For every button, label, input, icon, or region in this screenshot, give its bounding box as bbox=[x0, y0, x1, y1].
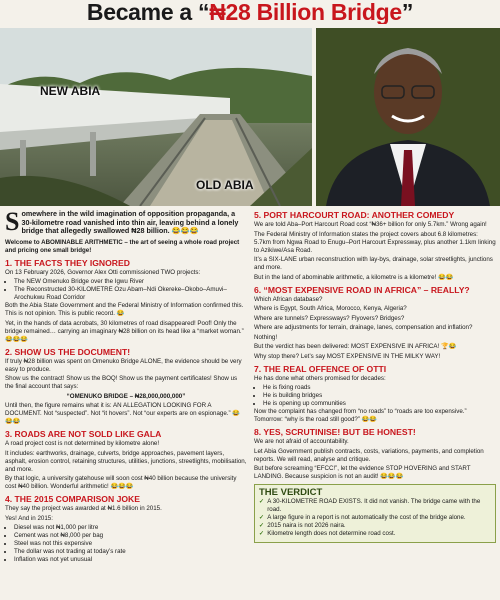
headline bbox=[0, 0, 500, 24]
verdict-item-text: Kilometre length does not determine road cost. bbox=[267, 530, 396, 537]
list-item: • Cement was not ₦8,000 per bag bbox=[14, 532, 247, 540]
s3-p1: A road project cost is not determined by kilometre alone! bbox=[5, 440, 160, 448]
s7-p1: He has done what others promised for decades: bbox=[254, 374, 386, 382]
section-1-title: 1. THE FACTS THEY IGNORED bbox=[5, 257, 130, 268]
s1-p1: On 13 February 2026, Governor Alex Otti commissioned TWO projects: bbox=[5, 268, 201, 276]
headline-suffix: ” bbox=[401, 0, 414, 24]
s4-list bbox=[5, 524, 247, 564]
left-column bbox=[5, 207, 247, 564]
s2-p2: Show us the contract! Show us the BOQ! Show us the payment certificates! Show us the final account that says: bbox=[5, 375, 238, 391]
section-8-title: 8. YES, SCRUTINISE! BUT BE HONEST! bbox=[254, 427, 416, 437]
portrait-illustration bbox=[316, 28, 500, 206]
verdict-item-text: A large figure in a report is not automatically the cost of the bridge alone. bbox=[267, 514, 466, 521]
list-item: • Inflation was not yet unusual bbox=[14, 556, 247, 564]
s6-line: Where are adjustments for terrain, drainage, lanes, compensation and inflation? bbox=[254, 324, 473, 331]
right-column bbox=[254, 210, 496, 543]
caption-old-abia: OLD ABIA bbox=[196, 178, 254, 192]
s1-p2: Both the Abia State Government and the Federal Ministry of Information confirmed this. This is not opinion. This is public record. 😂 bbox=[5, 302, 244, 318]
s6-line: Which African database? bbox=[254, 295, 323, 303]
s2-p1: If truly ₦28 billion was spent on Omenuko Bridge ALONE, the evidence should be very easy to produce. bbox=[5, 357, 242, 373]
s8-p2: Let Abia Government publish contracts, costs, variations, payments, and completion reports. We will read, analyse and critique. bbox=[254, 447, 484, 463]
section-2-title: 2. SHOW US THE DOCUMENT! bbox=[5, 346, 131, 357]
portrait-photo bbox=[316, 28, 500, 206]
s4-p1: They say the project was awarded at ₦1.6 billion in 2015. bbox=[5, 505, 162, 513]
list-item: • The dollar was not trading at today’s rate bbox=[14, 548, 247, 556]
s5-p4: But in the land of abominable arithmetic, a kilometre is a kilometre! 😂😂 bbox=[254, 273, 454, 281]
check-icon: ✓ bbox=[259, 522, 265, 529]
section-4-title: 4. THE 2015 COMPARISON JOKE bbox=[5, 494, 140, 505]
verdict-item bbox=[259, 514, 491, 522]
bridge-photo bbox=[0, 28, 312, 206]
section-7-title: 7. THE REAL OFFENCE OF OTTI bbox=[254, 363, 387, 374]
list-item: • Diesel was not ₦1,000 per litre bbox=[14, 524, 247, 532]
verdict-item-text: 2015 naira is not 2026 naira. bbox=[267, 522, 346, 529]
list-item: • The NEW Omenuko Bridge over the Igwu River bbox=[14, 278, 247, 286]
s3-p2: It includes: earthworks, drainage, culverts, bridge approaches, pavement layers, asphalt, erosion control, retaining structures, utilities, junctions, streetlights, mobilisation, and more. bbox=[5, 449, 247, 473]
verdict-item bbox=[259, 498, 491, 514]
intro bbox=[5, 207, 247, 236]
s5-p3: It’s a SIX-LANE urban reconstruction with lay-bys, drainage, solar streetlights, junctions and more. bbox=[254, 256, 493, 271]
s3-p3: By that logic, a university gatehouse will soon cost ₦40 billion because the university cost ₦40 billion. Wonderful arithmetic! 😂😂😂 bbox=[5, 475, 237, 491]
s8-p3: But before screaming “EFCC!”, let the evidence STOP HOVERING and START LANDING. Because suspicion is not an audit! 😂😂😂 bbox=[254, 465, 471, 480]
s2-p3: Until then, the figure remains what it is: AN ALLEGATION LOOKING FOR A DOCUMENT. Not “suspected”. Not “it hovers”. Not “our experts are on espionage.” 😂😂😂 bbox=[5, 402, 241, 426]
verdict-item bbox=[259, 530, 491, 538]
section-3-title: 3. ROADS ARE NOT SOLD LIKE GALA bbox=[5, 429, 162, 440]
list-item: • He is opening up communities bbox=[263, 400, 496, 408]
verdict-box bbox=[254, 484, 496, 543]
intro-welcome: Welcome to ABOMINABLE ARITHMETIC – the art of seeing a whole road project and pricing one small bridge! bbox=[5, 238, 240, 254]
check-icon: ✓ bbox=[259, 530, 265, 537]
caption-new-abia: NEW ABIA bbox=[40, 84, 101, 98]
verdict-item-text: A 30-KILOMETRE ROAD EXISTS. It did not vanish. The bridge came with the road. bbox=[267, 498, 481, 513]
s5-p1: We are told Aba–Port Harcourt Road cost “₦36+ billion for only 5.7km.” Wrong again! bbox=[254, 221, 487, 228]
section-6-title: 6. “MOST EXPENSIVE ROAD IN AFRICA” – REALLY? bbox=[254, 284, 470, 295]
check-icon: ✓ bbox=[259, 498, 265, 505]
intro-text: omewhere in the wild imagination of opposition propaganda, a 30-kilometre road vanished into thin air, leaving behind a lonely bridge that allegedly swallowed ₦28 billion. 😂😂😂 bbox=[21, 209, 239, 236]
verdict-item bbox=[259, 522, 491, 530]
s8-p1: We are not afraid of accountability. bbox=[254, 438, 349, 445]
list-item: • The Reconstructed 30-KILOMETRE Ozu Abam–Ndi Okereke–Okobo–Amuvi–Arochukwu Road Corridor bbox=[14, 286, 247, 302]
s4-p2: Yes! And in 2015: bbox=[5, 514, 53, 522]
hero-image bbox=[0, 28, 500, 206]
check-icon: ✓ bbox=[259, 514, 265, 521]
s6-p3: Why stop there? Let’s say MOST EXPENSIVE IN THE MILKY WAY! bbox=[254, 352, 441, 360]
s1-p3: Yet, in the hands of data acrobats, 30 kilometres of road disappeared! Poof! Only the bridge remained… carrying an imaginary ₦28 billion on its head like a “market woman.” 😂😂😂 bbox=[5, 319, 244, 343]
headline-prefix: Became a “ bbox=[86, 0, 210, 24]
list-item: • He is fixing roads bbox=[263, 384, 496, 392]
s6-line: Where are tunnels? Expressways? Flyovers? Bridges? bbox=[254, 314, 405, 322]
bridge-illustration bbox=[0, 28, 312, 206]
s6-line: Nothing! bbox=[254, 333, 278, 341]
intro-dropcap: S bbox=[5, 207, 20, 236]
s5-p2: The Federal Ministry of Information states the project covers about 6.8 kilometres: 5.7km from Ngwa Road to Enugu–Port Harcourt Expressway, plus another 1.1km linking to Azikiwe/Asa Road. bbox=[254, 230, 496, 254]
s7-p2: Now the complaint has changed from “no roads” to “roads are too expensive.” Tomorrow: “why is the road still good?” 😂😂 bbox=[254, 408, 467, 423]
section-5-title: 5. PORT HARCOURT ROAD: ANOTHER COMEDY bbox=[254, 210, 455, 220]
s2-quote: “OMENUKO BRIDGE – ₦28,000,000,000” bbox=[66, 392, 186, 400]
verdict-title: THE VERDICT bbox=[259, 487, 323, 498]
list-item: • Steel was not this expensive bbox=[14, 540, 247, 548]
headline-highlight: ₦28 Billion Bridge bbox=[209, 0, 402, 24]
list-item: • He is building bridges bbox=[263, 392, 496, 400]
s1-list bbox=[5, 278, 247, 302]
s6-line: Where is Egypt, South Africa, Morocco, Kenya, Algeria? bbox=[254, 305, 407, 312]
s6-p2: But the verdict has been delivered: MOST EXPENSIVE IN AFRICA! 🏆😂 bbox=[254, 343, 457, 350]
s7-list bbox=[254, 384, 496, 408]
